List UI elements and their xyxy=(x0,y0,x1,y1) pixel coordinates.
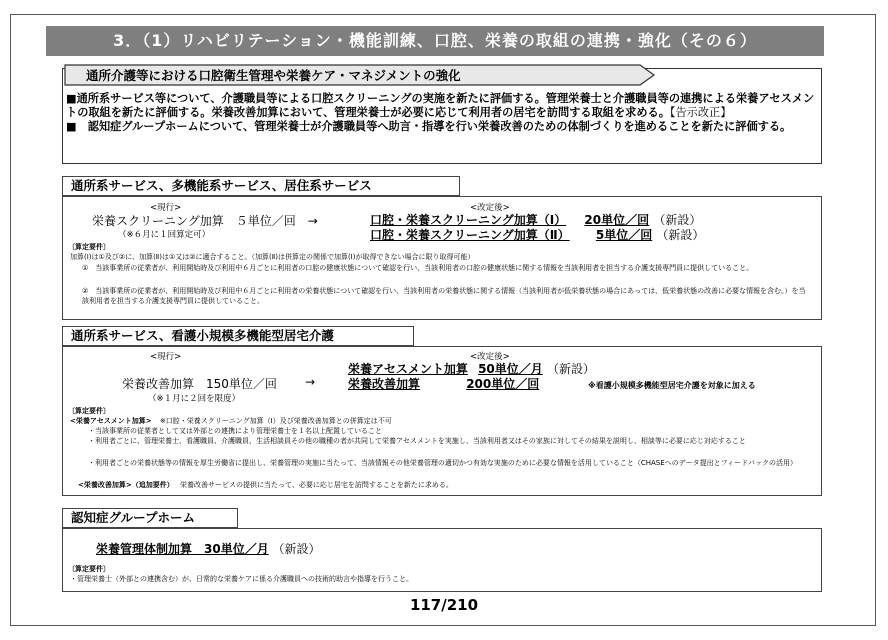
section2-req-improve-text: 栄養改善サービスの提供に当たって、必要に応じ居宅を訪問することを新たに求める。 xyxy=(179,481,453,489)
section1-revised-item-2 xyxy=(370,226,704,243)
overview-header xyxy=(64,64,654,86)
section2-current-item: 栄養改善加算 150単位／回 xyxy=(122,377,277,391)
section3-item xyxy=(96,540,321,557)
overview-text xyxy=(66,92,818,134)
section2-revised-item-2 xyxy=(348,375,539,392)
section2-req-header: 〔算定要件〕 xyxy=(68,407,110,415)
overview-bullet-2: ■ 認知症グループホームについて、管理栄養士が介護職員等へ助言・指導を行い栄養改善のための体制づくりを進めることを新たに評価する。 xyxy=(66,120,792,133)
page-number: 117/210 xyxy=(409,596,479,614)
overview-bullet-1-note: 【告示改正】 xyxy=(669,106,732,119)
section1-current-item: 栄養スクリーニング加算 ５単位／回 → xyxy=(92,214,318,228)
section2-req-a3: ・利用者ごとの栄養状態等の情報を厚生労働省に提出し、栄養管理の実施に当たって、当該情報その他栄養管理の適切かつ有効な実施のために必要な情報を活用していること（CHASEへのデータ提出とフィードバックの活用） xyxy=(88,459,797,467)
section1-revised-item-2-tag: （新設） xyxy=(656,228,705,242)
section3-item-tag: （新設） xyxy=(272,542,321,556)
section1-revised-item-2-name: 口腔・栄養スクリーニング加算（Ⅱ） xyxy=(370,228,570,242)
section1-current-label: <現行> xyxy=(150,203,182,213)
section2-current-label: <現行> xyxy=(150,352,182,362)
section1-revised-item-1-units: 20単位／回 xyxy=(584,213,650,227)
section2-revised-label: <改定後> xyxy=(470,352,510,362)
section2-req-assess xyxy=(70,416,392,426)
section2-revised-item-1-units: 50単位／月 xyxy=(478,362,543,376)
section3-req-1: ・管理栄養士（外部との連携含む）が、日常的な栄養ケアに係る介護職員への技術的助言や指導を行うこと。 xyxy=(70,575,413,583)
section1-current-note: （※６月に１回算定可） xyxy=(118,230,211,240)
section1-req-1: ① 当該事業所の従業者が、利用開始時及び利用中６月ごとに利用者の口腔の健康状態について確認を行い、当該利用者の口腔の健康状態に関する情報を当該利用者を担当する介護支援専門員に提供していること。 xyxy=(82,264,754,272)
section2-req-a1: ・当該事業所の従業者として又は外部との連携により管理栄養士を１名以上配置していること xyxy=(88,427,382,435)
section2-current-note: （※１月に２回を限度） xyxy=(148,394,241,404)
section1-revised-label: <改定後> xyxy=(470,203,510,213)
section1-req-header: 〔算定要件〕 xyxy=(68,243,110,251)
section3-req-header: 〔算定要件〕 xyxy=(68,565,110,573)
overview-header-text: 通所介護等における口腔衛生管理や栄養ケア・マネジメントの強化 xyxy=(86,68,461,83)
section2-revised-note: ※看護小規模多機能型居宅介護を対象に加える xyxy=(588,381,756,390)
section1-req-2: ② 当該事業所の従業者が、利用開始時及び利用中６月ごとに利用者の栄養状態について確認を行い、当該利用者の栄養状態に関する情報（当該利用者が低栄養状態の場合にあっては、低栄養状態の改善に必要な情報を含む。）を当該利用者を担当する介護支援専門員に提供していること。 xyxy=(82,287,806,305)
section2-req-improve xyxy=(78,480,453,490)
section3-item-name: 栄養管理体制加算 30単位／月 xyxy=(96,542,269,556)
section3-header: 認知症グループホーム xyxy=(62,508,238,528)
section1-header: 通所系サービス、多機能系サービス、居住系サービス xyxy=(62,176,460,196)
section1-revised-item-1-name: 口腔・栄養スクリーニング加算（Ⅰ） xyxy=(370,213,567,227)
section1-revised-item-1-tag: （新設） xyxy=(653,213,702,227)
section2-revised-item-1-name: 栄養アセスメント加算 xyxy=(348,362,468,376)
section2-req-a2: ・利用者ごとに、管理栄養士、看護職員、介護職員、生活相談員その他の職種の者が共同して栄養アセスメントを実施し、当該利用者又はその家族に対してその結果を説明し、相談等に必要に応じ対応すること xyxy=(88,437,746,445)
section1-req-intro: 加算(Ⅰ)は①及び②に、加算(Ⅱ)は①又は②に適合すること。（加算(Ⅱ)は併算定の関係で加算(Ⅰ)が取得できない場合に限り取得可能） xyxy=(70,253,475,261)
section2-req-improve-title: <栄養改善加算>（追加要件） xyxy=(78,481,174,489)
section2-arrow: → xyxy=(305,375,316,389)
section2-revised-item-1-tag: （新設） xyxy=(546,362,595,376)
overview-bullet-1: ■通所系サービス等について、介護職員等による口腔スクリーニングの実施を新たに評価する。管理栄養士と介護職員等の連携による栄養アセスメントの取組を新たに評価する。栄養改善加算において、管理栄養士が必要に応じて利用者の居宅を訪問する取組を求める。 xyxy=(66,92,815,119)
section2-revised-item-2-name: 栄養改善加算 xyxy=(348,377,421,391)
section2-req-assess-note: ※口腔・栄養スクリーニング加算（Ⅰ）及び栄養改善加算との併算定は不可 xyxy=(159,417,392,425)
section1-revised-item-2-units: 5単位／回 xyxy=(595,228,653,242)
section2-req-assess-title: <栄養アセスメント加算> xyxy=(70,417,152,425)
section2-revised-item-2-units: 200単位／回 xyxy=(466,377,540,391)
section2-header: 通所系サービス、看護小規模多機能型居宅介護 xyxy=(62,326,414,346)
page-title: 3．（1）リハビリテーション・機能訓練、口腔、栄養の取組の連携・強化（その６） xyxy=(46,26,824,56)
